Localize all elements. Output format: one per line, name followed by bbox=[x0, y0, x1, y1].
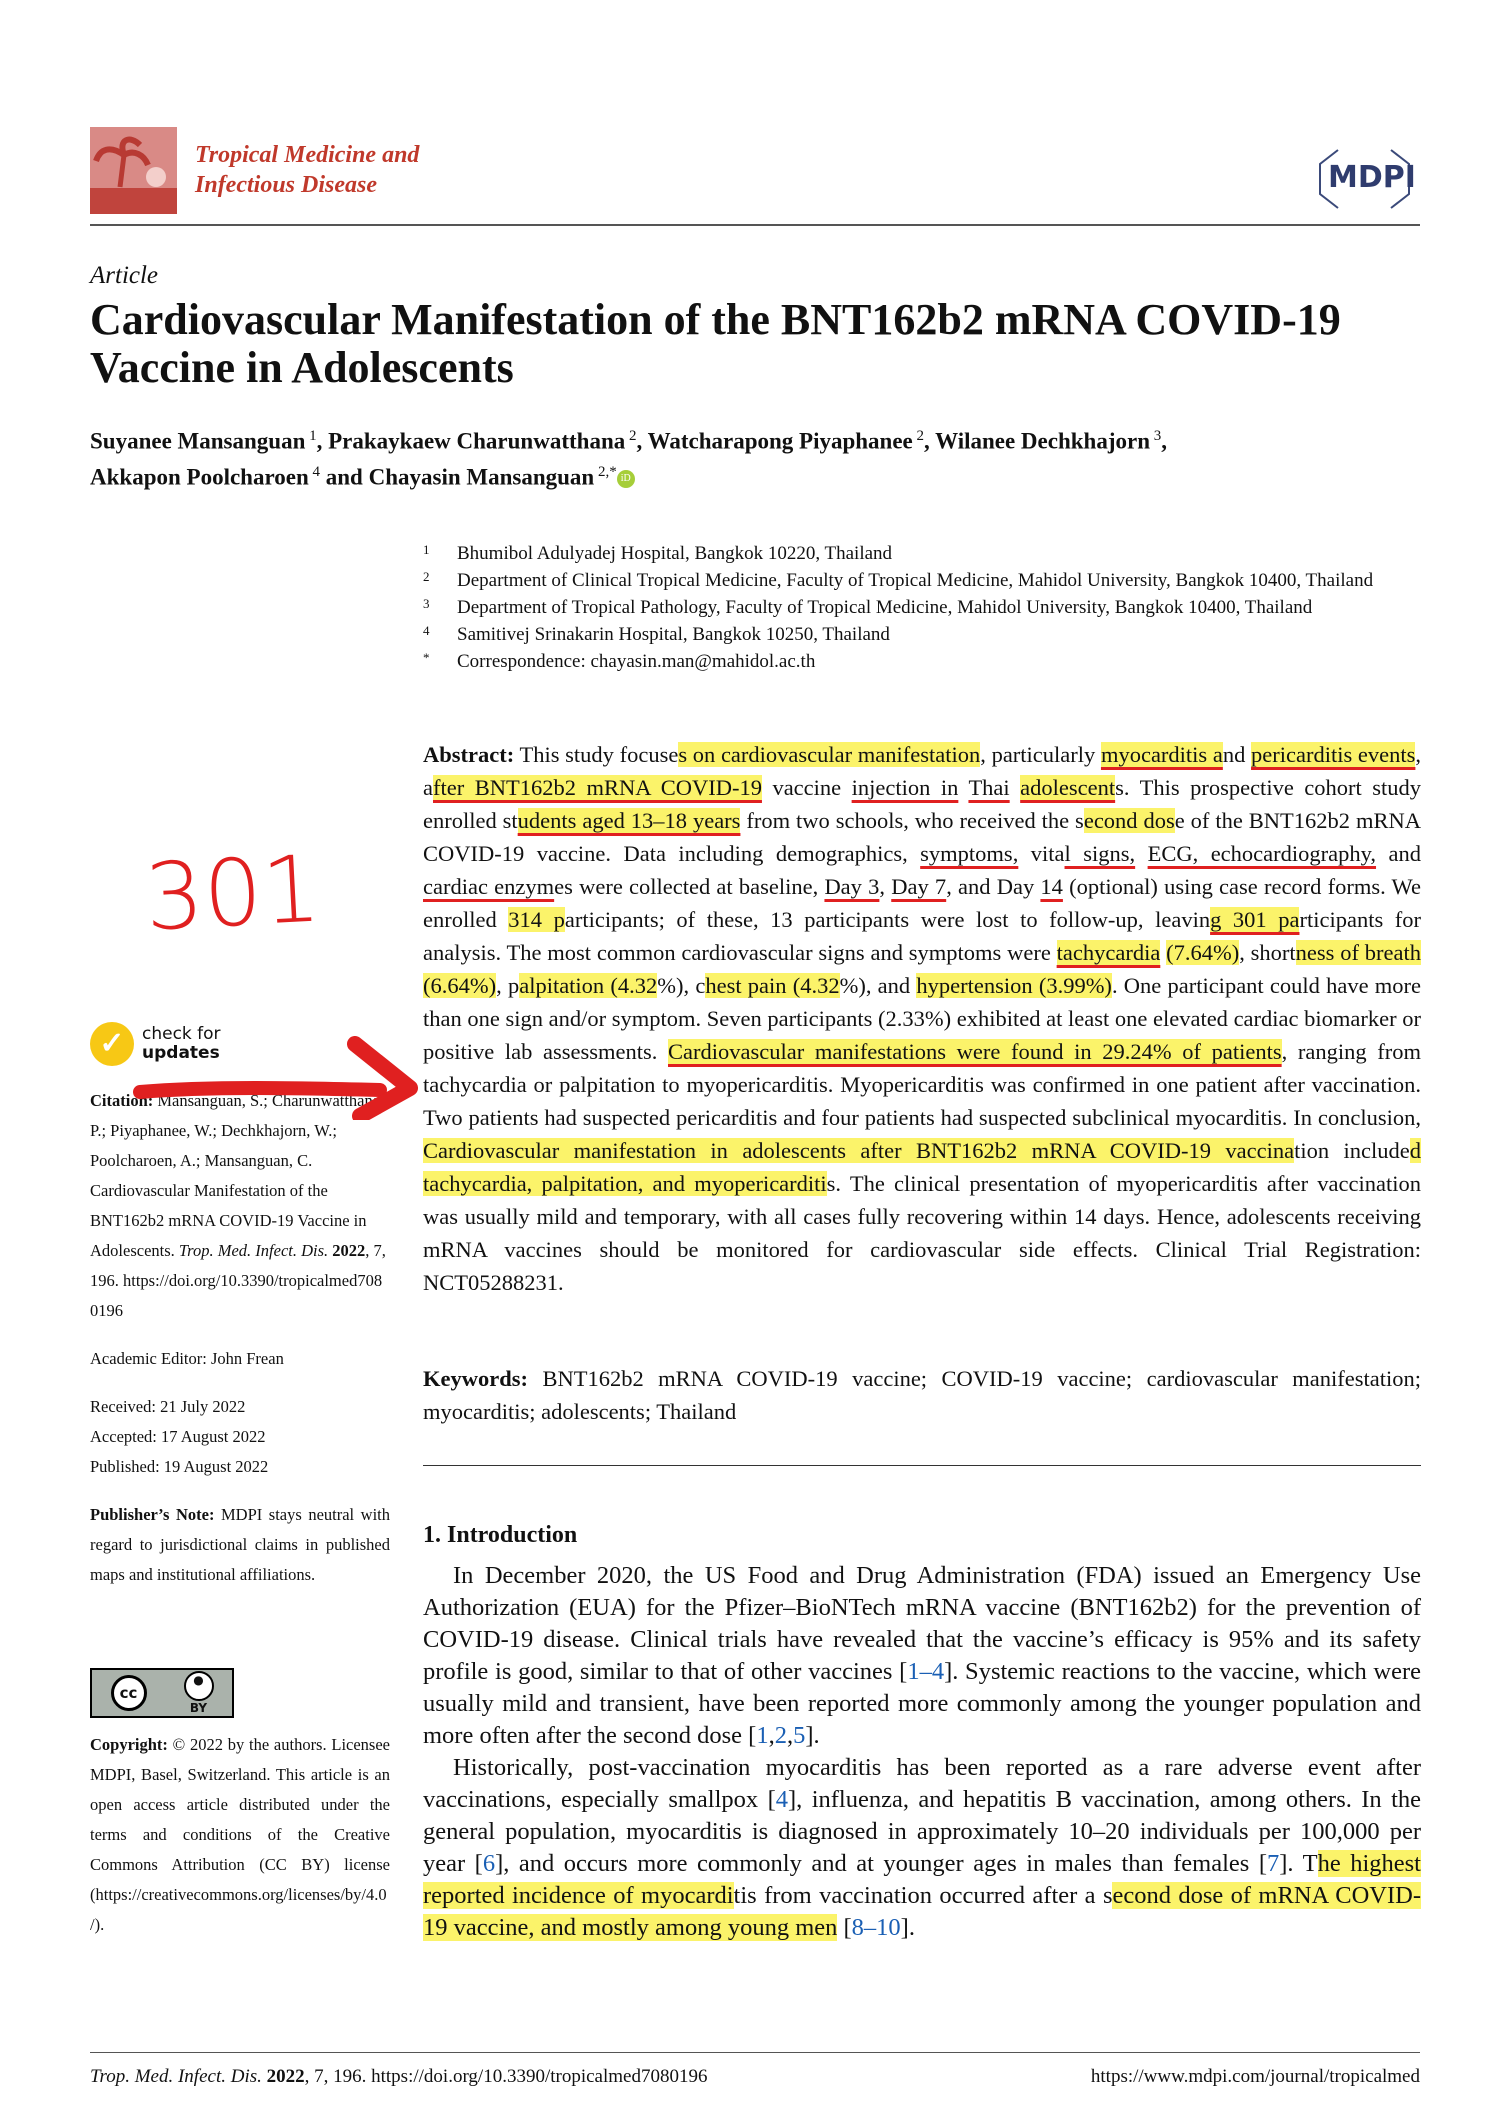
citation-link[interactable]: 5 bbox=[793, 1722, 806, 1749]
affiliation-number: 4 bbox=[423, 623, 430, 638]
footer-journal: Trop. Med. Infect. Dis. bbox=[90, 2066, 262, 2087]
affiliation-number: 1 bbox=[423, 542, 430, 557]
text-run: vita bbox=[1018, 841, 1065, 866]
affiliations bbox=[423, 540, 1423, 675]
footer-year: 2022 bbox=[266, 2066, 305, 2087]
header-divider bbox=[90, 224, 1420, 226]
author-name: Akkapon Poolcharoen bbox=[90, 464, 309, 490]
red-arrow-annotation bbox=[130, 1030, 420, 1120]
text-run: nd bbox=[1222, 742, 1252, 767]
underlined-text: ECG, echocardiography, bbox=[1147, 841, 1377, 866]
citation-link[interactable]: 6 bbox=[482, 1850, 496, 1877]
affiliation-text: Department of Clinical Tropical Medicine, Faculty of Tropical Medicine, Mahidol University, Bangkok 10400, Thailand bbox=[457, 570, 1374, 591]
author-name: Suyanee Mansanguan bbox=[90, 428, 306, 454]
highlighted-text: tachycardia bbox=[1056, 940, 1161, 965]
palm-tree-icon bbox=[90, 127, 177, 214]
citation-text: Mansanguan, S.; Charunwatthana, P.; Piyaphanee, W.; Dechkhajorn, W.; Poolcharoen, A.; Mansanguan, C. Cardiovascular Manifestation of the BNT162b2 mRNA COVID-19 Vaccine in Adolescents. bbox=[90, 1091, 385, 1260]
orcid-icon[interactable]: iD bbox=[617, 470, 635, 488]
publishers-note-label: Publisher’s Note: bbox=[90, 1505, 215, 1524]
text-run: tis from vaccination occurred after a s bbox=[733, 1882, 1113, 1909]
text-run: articipants; of these, 13 participants were lost to follow-up, leavin bbox=[564, 907, 1211, 932]
highlighted-text: econd dos bbox=[1083, 808, 1175, 833]
highlighted-text: he highest reported incidence of myocardi bbox=[423, 1850, 1421, 1909]
check-updates-line1: check for bbox=[142, 1024, 221, 1044]
keywords-label: Keywords: bbox=[423, 1366, 528, 1391]
text-run: [ bbox=[837, 1914, 852, 1941]
text-run: , ranging from tachycardia or palpitation to myopericarditis. Myopericarditis was confirmed in one patient after vaccination. Two patients had suspected pericarditis and four patients had suspected subclinical myocarditis. In conclusion, bbox=[423, 1039, 1421, 1130]
author-separator: , bbox=[1161, 428, 1167, 454]
accepted-date: Accepted: 17 August 2022 bbox=[90, 1427, 266, 1446]
citation-label: Citation: bbox=[90, 1091, 154, 1110]
text-run: vaccine bbox=[761, 775, 852, 800]
underlined-text: cardiac enzym bbox=[423, 874, 555, 899]
text-run: ], and occurs more commonly and at younger ages in males than females [ bbox=[495, 1850, 1267, 1877]
text-run: ]. Systemic reactions to the vaccine, which were usually mild and transient, have been reported more commonly among the younger population and more often after the second dose [ bbox=[423, 1658, 1422, 1749]
author-name: Prakaykaew Charunwatthana bbox=[328, 428, 626, 454]
affiliation-text: Samitivej Srinakarin Hospital, Bangkok 10250, Thailand bbox=[457, 624, 890, 645]
author-name: Chayasin Mansanguan bbox=[368, 464, 595, 490]
affiliation-item bbox=[423, 648, 1423, 675]
text-run: , particularly bbox=[980, 742, 1101, 767]
text-run: %), c bbox=[657, 973, 706, 998]
highlighted-text: econd dose of mRNA COVID-19 vaccine, and mostly among young men bbox=[423, 1882, 1421, 1941]
highlighted-text: ness of breath (6.64%) bbox=[423, 940, 1421, 998]
highlighted-text: Cardiovascular manifestations were found in 29.24% of patients bbox=[668, 1039, 1282, 1064]
by-label: BY bbox=[189, 1701, 208, 1715]
author-separator: , bbox=[316, 428, 329, 454]
section-heading-introduction: 1. Introduction bbox=[423, 1522, 578, 1548]
citation-doi[interactable]: , 7, 196. https://doi.org/10.3390/tropicalmed7080196 bbox=[90, 1241, 386, 1320]
text-run: es were collected at baseline, bbox=[554, 874, 825, 899]
text-run: s. This prospective cohort study enrolled st bbox=[423, 775, 1422, 833]
affiliation-text: Department of Tropical Pathology, Faculty of Tropical Medicine, Mahidol University, Bangkok 10400, Thailand bbox=[457, 597, 1313, 618]
journal-name-line2: Infectious Disease bbox=[195, 172, 377, 198]
citation-link[interactable]: 8–10 bbox=[851, 1914, 901, 1941]
highlighted-text: d tachycardia, palpitation, and myopericarditi bbox=[423, 1138, 1421, 1196]
text-run bbox=[958, 775, 968, 800]
text-run bbox=[1010, 775, 1021, 800]
footer-doi[interactable]: , 7, 196. https://doi.org/10.3390/tropicalmed7080196 bbox=[304, 2066, 708, 2087]
affiliation-number: 3 bbox=[423, 596, 430, 611]
highlighted-text: Cardiovascular manifestation in adolescents after BNT162b2 mRNA COVID-19 vaccina bbox=[423, 1138, 1295, 1163]
citation-journal: Trop. Med. Infect. Dis. bbox=[178, 1241, 329, 1260]
text-run: , bbox=[879, 874, 892, 899]
author-affiliation-number: 1 bbox=[305, 428, 317, 444]
paragraph bbox=[423, 1752, 1421, 1944]
keywords bbox=[423, 1362, 1421, 1428]
text-run bbox=[1135, 841, 1147, 866]
received-date: Received: 21 July 2022 bbox=[90, 1397, 246, 1416]
footer-journal-url[interactable]: https://www.mdpi.com/journal/tropicalmed bbox=[1090, 2066, 1420, 2087]
abstract-label: Abstract: bbox=[423, 742, 515, 767]
citation-link[interactable]: 1 bbox=[756, 1722, 769, 1749]
abstract-body bbox=[423, 742, 1421, 1295]
journal-name bbox=[195, 140, 419, 200]
footer-divider bbox=[90, 2052, 1420, 2053]
cc-by-license-badge[interactable] bbox=[90, 1668, 234, 1718]
text-run: , short bbox=[1239, 940, 1296, 965]
author-list bbox=[90, 421, 1430, 492]
highlighted-text: g 301 pa bbox=[1210, 907, 1300, 932]
text-run: %), and bbox=[839, 973, 917, 998]
text-run: e of the BNT162b2 mRNA COVID-19 vaccine. Data including demographics, bbox=[423, 808, 1421, 866]
underlined-text: Day 7 bbox=[891, 874, 947, 899]
highlighted-text: 314 p bbox=[508, 907, 565, 932]
text-run: , a bbox=[423, 742, 1422, 800]
underlined-text: Thai bbox=[968, 775, 1010, 800]
journal-logo bbox=[90, 127, 177, 214]
author-name: Watcharapong Piyaphanee bbox=[647, 428, 913, 454]
text-run: Historically, post-vaccination myocarditis has been reported as a rare adverse event after vaccinations, especially smallpox [ bbox=[423, 1754, 1421, 1813]
publishers-note-text: MDPI stays neutral with regard to jurisdictional claims in published maps and institutional affiliations. bbox=[90, 1505, 390, 1584]
underlined-text: Day 3 bbox=[824, 874, 880, 899]
author-separator: , bbox=[924, 428, 936, 454]
citation-link[interactable]: 4 bbox=[775, 1786, 788, 1813]
affiliation-number: 2 bbox=[423, 569, 430, 584]
highlighted-text: udents aged 13–18 years bbox=[517, 808, 741, 833]
text-run: , bbox=[768, 1722, 775, 1749]
affiliation-text: Correspondence: chayasin.man@mahidol.ac.th bbox=[457, 651, 816, 672]
text-run: ]. T bbox=[1279, 1850, 1318, 1877]
author-separator: and bbox=[320, 464, 369, 490]
copyright-label: Copyright: bbox=[90, 1735, 168, 1754]
text-run: ], influenza, and hepatitis B vaccination, among others. In the general population, myocarditis is diagnosed in approximately 10–20 individuals per 100,000 per year [ bbox=[423, 1786, 1421, 1877]
highlighted-text: hest pain (4.32 bbox=[705, 973, 840, 998]
text-run: In December 2020, the US Food and Drug Administration (FDA) issued an Emergency Use Authorization (EUA) for the Pfizer–BioNTech mRNA vaccine (BNT162b2) for the prevention of COVID-19 disease. Clinical trials have revealed that the vaccine’s efficacy is 95% and its safety profile is good, similar to that of other vaccines [ bbox=[423, 1562, 1421, 1685]
text-run: , bbox=[786, 1722, 794, 1749]
citation-link[interactable]: 1–4 bbox=[907, 1658, 945, 1685]
affiliation-item bbox=[423, 567, 1423, 594]
underlined-text: injection in bbox=[851, 775, 959, 800]
by-icon: ● BY bbox=[184, 1671, 214, 1715]
introduction-body bbox=[423, 1560, 1421, 1944]
text-run: ]. bbox=[805, 1722, 820, 1749]
highlighted-text: hypertension (3.99%) bbox=[916, 973, 1112, 998]
citation bbox=[90, 1086, 390, 1326]
text-run: from two schools, who received the s bbox=[740, 808, 1084, 833]
handwritten-annotation: 301 bbox=[142, 835, 324, 952]
text-run: . One participant could have more than one sign and/or symptom. Seven participants (2.33%) exhibited at least one elevated cardiac biomarker or positive lab assessments. bbox=[423, 973, 1421, 1064]
text-run: ]. bbox=[900, 1914, 915, 1941]
abstract bbox=[423, 738, 1421, 1299]
text-run: (optional) using case record forms. We enrolled bbox=[423, 874, 1421, 932]
text-run: s. The clinical presentation of myopericarditis after vaccination was usually mild and temporary, with all cases fully recovering within 14 days. Hence, adolescents receiving mRNA vaccines should be monitored for cardiovascular side effects. Clinical Trial Registration: NCT05288231. bbox=[423, 1171, 1421, 1295]
affiliation-text: Bhumibol Adulyadej Hospital, Bangkok 10220, Thailand bbox=[457, 543, 893, 564]
author-affiliation-number: 2 bbox=[912, 428, 925, 444]
highlighted-text: myocarditis a bbox=[1100, 742, 1223, 767]
underlined-text: l signs, bbox=[1064, 841, 1136, 866]
text-run: rticipants for analysis. The most common cardiovascular signs and symptoms were bbox=[423, 907, 1422, 965]
highlighted-text: (7.64%) bbox=[1166, 940, 1240, 965]
underlined-text: 14 bbox=[1040, 874, 1063, 899]
keywords-text: BNT162b2 mRNA COVID-19 vaccine; COVID-19 vaccine; cardiovascular manifestation; myocarditis; adolescents; Thailand bbox=[423, 1366, 1421, 1424]
author-affiliation-number: 4 bbox=[308, 463, 321, 480]
author-affiliation-number: 2 bbox=[625, 428, 637, 444]
abstract-divider bbox=[423, 1465, 1421, 1466]
checkmark-icon: ✓ bbox=[90, 1022, 134, 1066]
citation-year: 2022 bbox=[332, 1241, 366, 1260]
paper-title: Cardiovascular Manifestation of the BNT162b2 mRNA COVID-19 Vaccine in Adolescents bbox=[90, 295, 1341, 392]
highlighted-text: pericarditis events bbox=[1251, 742, 1416, 767]
sidebar bbox=[90, 1086, 390, 1608]
author-affiliation-number: 3 bbox=[1150, 428, 1162, 444]
affiliation-item bbox=[423, 540, 1423, 567]
copyright bbox=[90, 1730, 390, 1940]
copyright-text: © 2022 by the authors. Licensee MDPI, Basel, Switzerland. This article is an open access article distributed under the terms and conditions of the Creative Commons Attribution (CC BY) license (https://creativecommons.org/licenses/by/4.0/). bbox=[90, 1735, 390, 1934]
citation-link[interactable]: 7 bbox=[1267, 1850, 1280, 1877]
cc-icon: cc bbox=[111, 1675, 147, 1711]
highlighted-text: alpitation (4.32 bbox=[519, 973, 658, 998]
text-run: This study focuse bbox=[514, 742, 679, 767]
author-name: Wilanee Dechkhajorn bbox=[935, 428, 1150, 454]
mdpi-logo bbox=[1312, 148, 1417, 210]
highlighted-text: fter BNT162b2 mRNA COVID-19 bbox=[433, 775, 762, 800]
publisher-name: MDPI bbox=[1328, 160, 1416, 195]
text-run: , and Day bbox=[946, 874, 1041, 899]
publishers-note bbox=[90, 1500, 390, 1590]
academic-editor: Academic Editor: John Frean bbox=[90, 1349, 284, 1368]
journal-name-line1: Tropical Medicine and bbox=[195, 142, 420, 168]
affiliation-item bbox=[423, 594, 1423, 621]
highlighted-text: adolescent bbox=[1020, 775, 1116, 800]
author-separator: , bbox=[636, 428, 648, 454]
affiliation-item bbox=[423, 621, 1423, 648]
text-run: , p bbox=[496, 973, 520, 998]
check-updates-line2: updates bbox=[142, 1043, 220, 1063]
highlighted-text: s on cardiovascular manifestation bbox=[678, 742, 981, 767]
author-affiliation-number: 2,* bbox=[594, 463, 617, 480]
text-run: and bbox=[1376, 841, 1421, 866]
citation-link[interactable]: 2 bbox=[774, 1722, 787, 1749]
underlined-text: symptoms, bbox=[920, 841, 1019, 866]
affiliation-number: * bbox=[423, 650, 430, 665]
article-type: Article bbox=[90, 262, 159, 289]
published-date: Published: 19 August 2022 bbox=[90, 1457, 269, 1476]
text-run: tion include bbox=[1294, 1138, 1410, 1163]
paragraph bbox=[423, 1560, 1421, 1752]
footer-citation bbox=[90, 2066, 707, 2088]
